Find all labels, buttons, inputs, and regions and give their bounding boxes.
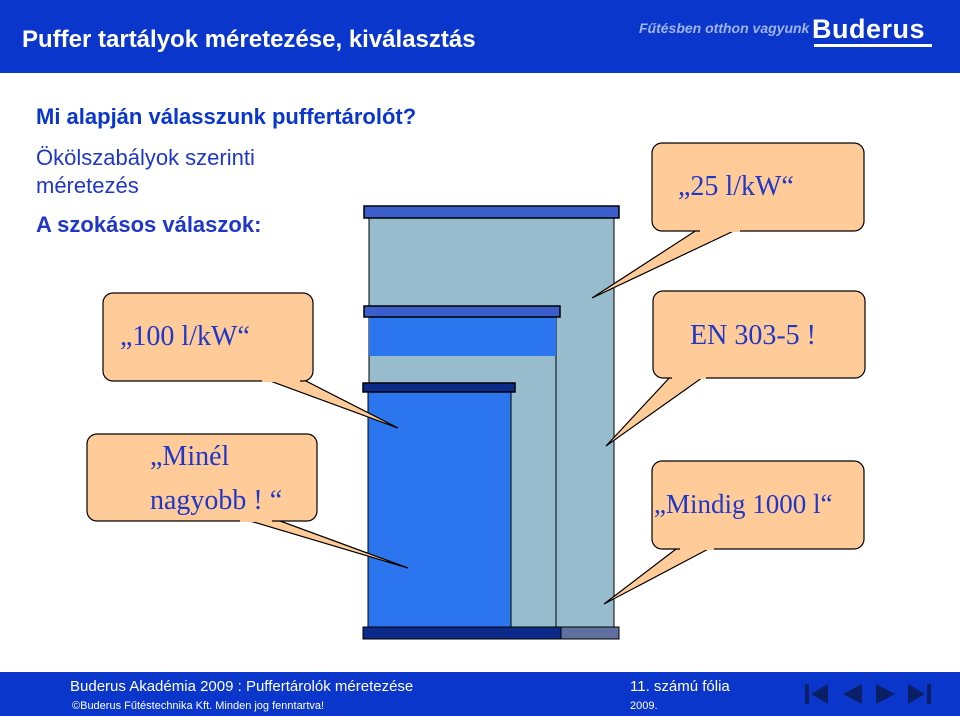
usual-answers-label: A szokásos válaszok: xyxy=(36,212,262,237)
slide-title: Puffer tartályok méretezése, kiválasztás xyxy=(22,26,476,53)
footer-copyright: ©Buderus Fűtéstechnika Kft. Minden jog fenntartva! xyxy=(72,700,325,712)
bubble-en-text: EN 303-5 ! xyxy=(690,320,816,351)
bubble-100-text: „100 l/kW“ xyxy=(120,321,250,352)
bubble-mindig-text: „Mindig 1000 l“ xyxy=(654,489,833,519)
bubble-25-text: „25 l/kW“ xyxy=(678,171,794,202)
short-tank xyxy=(368,392,511,630)
tall-tank-lid xyxy=(364,206,619,218)
last-slide-icon[interactable] xyxy=(906,680,934,708)
footer-slide-number: 11. számú fólia xyxy=(630,678,730,695)
rule-of-thumb-text: Ökölszabályok szerinti méretezés xyxy=(36,145,255,198)
medium-tank-lid xyxy=(364,306,560,317)
short-tank-lid xyxy=(363,383,515,392)
bubble-minel-text-2: nagyobb ! “ xyxy=(150,485,283,516)
question-heading: Mi alapján válasszunk puffertárolót? xyxy=(36,104,417,129)
short-tank-base xyxy=(363,627,561,639)
footer-year: 2009. xyxy=(630,700,658,712)
first-slide-icon[interactable] xyxy=(802,680,830,708)
medium-tank-band xyxy=(369,316,556,356)
brand-slogan: Fűtésben otthon vagyunk xyxy=(639,20,810,36)
bubble-mindig-pointer xyxy=(604,546,714,604)
bubble-minel-text-1: „Minél xyxy=(150,441,230,472)
previous-slide-icon[interactable] xyxy=(838,680,866,708)
buderus-logo: Buderus xyxy=(812,14,926,44)
footer-academy: Buderus Akadémia 2009 : Puffertárolók méretezése xyxy=(70,678,414,695)
tall-tank-base xyxy=(556,627,619,639)
bubble-en-pointer xyxy=(606,375,706,446)
next-slide-icon[interactable] xyxy=(872,680,900,708)
